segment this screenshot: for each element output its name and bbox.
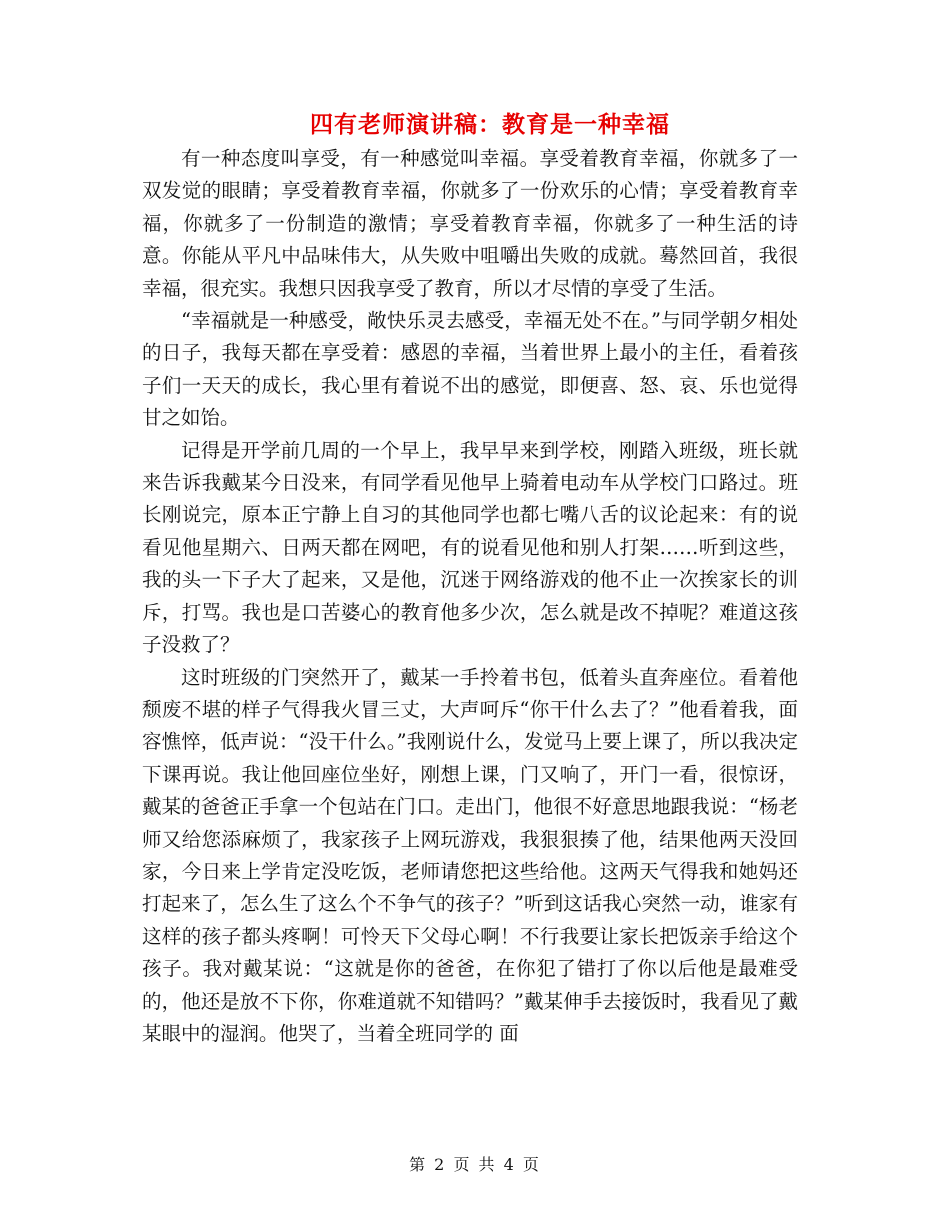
paragraph: 记得是开学前几周的一个早上，我早早来到学校，刚踏入班级，班长就来告诉我戴某今日没来，有同学看见他早上骑着电动车从学校门口路过。班长刚说完，原本正宁静上自习的其他同学也都七嘴八舌的议论起来：有的说看见他星期六、日两天都在网吧，有的说看见他和别人打架……听到这些，我的头一下子大了起来，又是他，沉迷于网络游戏的他不止一次挨家长的训斥，打骂。我也是口苦婆心的教育他多少次，怎么就是改不掉呢？难道这孩子没救了？	[142, 438, 798, 657]
paragraph: “幸福就是一种感受，敞快乐灵去感受，幸福无处不在。”与同学朝夕相处的日子，我每天都在享受着：感恩的幸福，当着世界上最小的主任，看着孩子们一天天的成长，我心里有着说不出的感觉，即便喜、怒、哀、乐也觉得甘之如饴。	[142, 309, 798, 430]
paragraph: 这时班级的门突然开了，戴某一手拎着书包，低着头直奔座位。看着他颓废不堪的样子气得我火冒三丈，大声呵斥“你干什么去了？”他看着我，面容憔悴，低声说：“没干什么。”我刚说什么，发觉马上要上课了，所以我决定下课再说。我让他回座位坐好，刚想上课，门又响了，开门一看，很惊讶，戴某的爸爸正手拿一个包站在门口。走出门，他很不好意思地跟我说：“杨老师又给您添麻烦了，我家孩子上网玩游戏，我狠狠揍了他，结果他两天没回家，今日来上学肯定没吃饭，老师请您把这些给他。这两天气得我和她妈还打起来了，怎么生了这么个不争气的孩子？”听到这话我心突然一动，谁家有这样的孩子都头疼啊！可怜天下父母心啊！不行我要让家长把饭亲手给这个孩子。我对戴某说：“这就是你的爸爸，在你犯了错打了你以后他是最难受的，他还是放不下你，你难道就不知错吗？”戴某伸手去接饭时，我看见了戴某眼中的湿润。他哭了，当着全班同学的 面	[142, 665, 798, 1045]
page-number: 第 2 页 共 4 页	[409, 1155, 541, 1174]
document-body	[142, 143, 798, 1050]
paragraph: 有一种态度叫享受，有一种感觉叫幸福。享受着教育幸福，你就多了一双发觉的眼睛；享受着教育幸福，你就多了一份欢乐的心情；享受着教育幸福，你就多了一份制造的激情；享受着教育幸福，你就多了一种生活的诗意。你能从平凡中品味伟大，从失败中咀嚼出失败的成就。蓦然回首，我很幸福，很充实。我想只因我享受了教育，所以才尽情的享受了生活。	[142, 147, 798, 300]
document-title: 四有老师演讲稿：教育是一种幸福	[310, 111, 670, 138]
